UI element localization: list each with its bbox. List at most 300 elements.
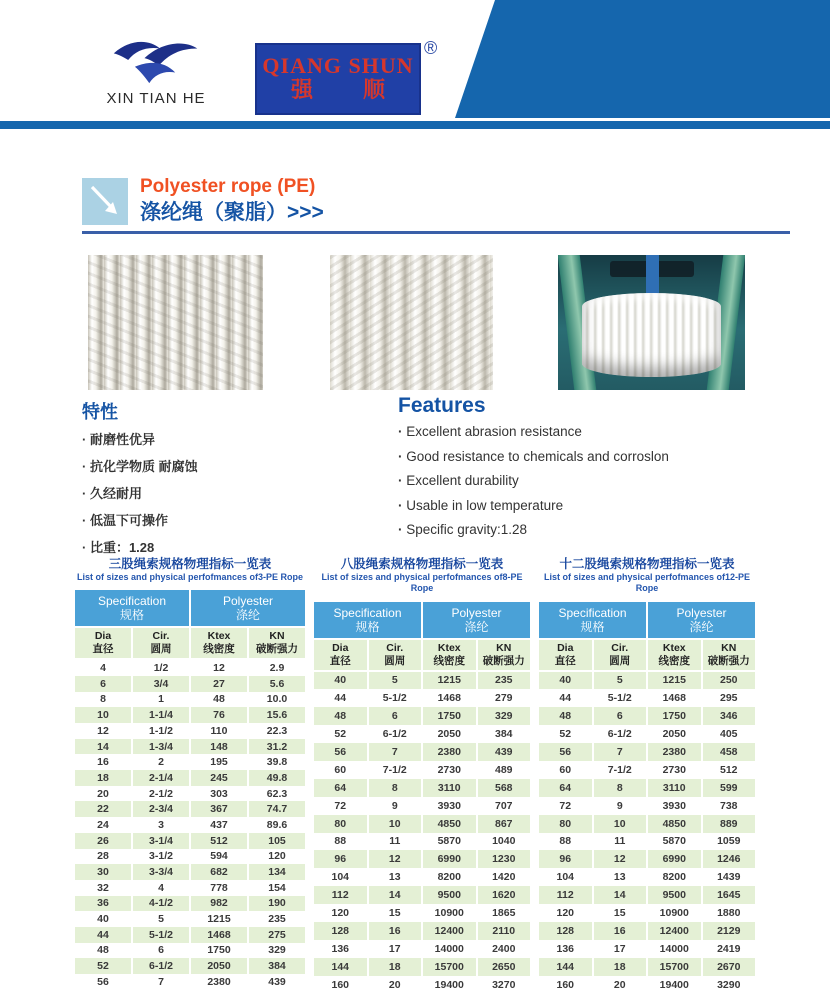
table-cell: 40: [539, 672, 592, 690]
table-cell: 27: [191, 676, 247, 692]
table-cell: 11: [369, 833, 422, 851]
table-row: [539, 976, 755, 994]
table-cell: 80: [314, 815, 367, 833]
table-cell: 10.0: [249, 692, 305, 708]
features-cn: [82, 398, 372, 559]
table-cell: 6990: [648, 850, 701, 868]
table-cell: 24: [75, 817, 131, 833]
table-row: [314, 707, 530, 725]
table-cell: 458: [703, 743, 756, 761]
table-cell: 2: [133, 754, 189, 770]
features-title-en: Features: [398, 394, 486, 417]
feature-item: · 抗化学物质 耐腐蚀: [82, 455, 372, 478]
table-title-cn: 十二股绳索规格物理指标一览表: [559, 557, 735, 571]
table-cell: 31.2: [249, 739, 305, 755]
table-cell: 1: [133, 692, 189, 708]
table-cell: 16: [594, 922, 647, 940]
table-row: [75, 864, 305, 880]
table-row: [314, 743, 530, 761]
table-row: [75, 660, 305, 676]
table-cell: 982: [191, 896, 247, 912]
table-row: [75, 723, 305, 739]
table-cell: 9500: [648, 886, 701, 904]
table-row: [539, 689, 755, 707]
table-cell: 1645: [703, 886, 756, 904]
table-cell: 8: [369, 779, 422, 797]
table-cell: 5870: [423, 833, 476, 851]
features-title-cn: 特性: [82, 402, 118, 422]
table-row: [314, 797, 530, 815]
table-cell: 12: [594, 850, 647, 868]
table-column-header: [75, 628, 305, 658]
table-row: [314, 958, 530, 976]
table-cell: 1468: [191, 927, 247, 943]
table-cell: 36: [75, 896, 131, 912]
table-cell: 6990: [423, 850, 476, 868]
table-cell: 4850: [423, 815, 476, 833]
table-body: [539, 672, 755, 994]
table-cell: 17: [594, 940, 647, 958]
table-cell: 1/2: [133, 660, 189, 676]
col-label-en: KN: [496, 641, 512, 654]
table-group-header: [539, 602, 755, 638]
table-cell: 2-3/4: [133, 801, 189, 817]
table-row: [75, 943, 305, 959]
table-row: [75, 739, 305, 755]
table-row: [75, 801, 305, 817]
table-cell: 96: [314, 850, 367, 868]
table-group-header: [75, 590, 305, 626]
table-row: [314, 922, 530, 940]
table-cell: 64: [539, 779, 592, 797]
col-label-en: Dia: [332, 641, 349, 654]
table-cell: 56: [314, 743, 367, 761]
table-cell: 154: [249, 880, 305, 896]
table-cell: 7: [369, 743, 422, 761]
table-cell: 10900: [648, 904, 701, 922]
table-cell: 384: [249, 958, 305, 974]
table-cell: 3290: [703, 976, 756, 994]
diagonal-arrow-icon: [82, 178, 128, 225]
table-cell: 599: [703, 779, 756, 797]
table-cell: 190: [249, 896, 305, 912]
group-polyester: [423, 602, 530, 638]
table-cell: 52: [539, 725, 592, 743]
table-cell: 136: [314, 940, 367, 958]
table-cell: 16: [75, 754, 131, 770]
table-cell: 9500: [423, 886, 476, 904]
table-cell: 2050: [423, 725, 476, 743]
table-title-en: List of sizes and physical perfofmances of8-PE Rope: [321, 572, 523, 594]
table-cell: 1439: [703, 868, 756, 886]
table-row: [539, 833, 755, 851]
table-cell: 40: [75, 911, 131, 927]
table-cell: 160: [539, 976, 592, 994]
table-cell: 329: [478, 707, 531, 725]
brand-name-en: QIANG SHUN: [262, 53, 414, 79]
table-cell: 96: [539, 850, 592, 868]
table-cell: 1468: [423, 689, 476, 707]
table-cell: 19400: [423, 976, 476, 994]
table-cell: 2129: [703, 922, 756, 940]
col-label-cn: 圆周: [384, 654, 406, 667]
table-cell: 8200: [423, 868, 476, 886]
table-row: [539, 779, 755, 797]
table-row: [314, 904, 530, 922]
table-cell: 2-1/4: [133, 770, 189, 786]
table-cell: 512: [703, 761, 756, 779]
table-cell: 76: [191, 707, 247, 723]
table-cell: 738: [703, 797, 756, 815]
table-row: [314, 976, 530, 994]
table-row: [75, 833, 305, 849]
table-row: [75, 676, 305, 692]
col-cir: [594, 640, 647, 670]
table-row: [75, 958, 305, 974]
product-title-cn: 涤纶绳（聚脂）>>>: [140, 200, 324, 224]
table-cell: 3110: [648, 779, 701, 797]
rope-photo-3-strand: [88, 255, 263, 390]
table-cell: 17: [369, 940, 422, 958]
table-cell: 52: [314, 725, 367, 743]
table-cell: 3: [133, 817, 189, 833]
brand-badge: [255, 43, 421, 115]
table-cell: 4850: [648, 815, 701, 833]
table-cell: 144: [314, 958, 367, 976]
table-cell: 1215: [191, 911, 247, 927]
feature-item: · 低温下可操作: [82, 509, 372, 532]
table-cell: 15: [369, 904, 422, 922]
table-cell: 1880: [703, 904, 756, 922]
table-cell: 3-1/2: [133, 849, 189, 865]
col-kn: [478, 640, 531, 670]
table-cell: 2650: [478, 958, 531, 976]
table-cell: 4: [75, 660, 131, 676]
table-row: [75, 786, 305, 802]
table-row: [539, 940, 755, 958]
table-row: [539, 958, 755, 976]
feature-item: · Good resistance to chemicals and corroslon: [398, 446, 788, 468]
table-cell: 56: [75, 974, 131, 990]
table-cell: 13: [594, 868, 647, 886]
table-row: [75, 707, 305, 723]
table-cell: 5: [594, 672, 647, 690]
table-cell: 867: [478, 815, 531, 833]
table-cell: 3/4: [133, 676, 189, 692]
col-dia: [75, 628, 131, 658]
group-specification: [314, 602, 421, 638]
table-row: [75, 896, 305, 912]
rope-photo-spool-machine: [558, 255, 745, 390]
table-cell: 9: [369, 797, 422, 815]
col-label-cn: 破断强力: [482, 654, 525, 667]
table-cell: 5-1/2: [133, 927, 189, 943]
table-cell: 195: [191, 754, 247, 770]
table-cell: 2380: [648, 743, 701, 761]
brand-name-cn: 强 顺: [290, 77, 408, 103]
feature-item: · Usable in low temperature: [398, 495, 788, 517]
table-row: [539, 725, 755, 743]
table-cell: 9: [594, 797, 647, 815]
group-label-en: Polyester: [451, 605, 502, 620]
table-row: [75, 927, 305, 943]
table-cell: 3-3/4: [133, 864, 189, 880]
table-cell: 18: [75, 770, 131, 786]
table-cell: 2670: [703, 958, 756, 976]
table-row: [539, 797, 755, 815]
group-label-cn: 涤纶: [689, 619, 714, 634]
table-cell: 20: [369, 976, 422, 994]
col-label-en: Cir.: [386, 641, 404, 654]
group-label-cn: 规格: [580, 619, 605, 634]
table-cell: 1620: [478, 886, 531, 904]
table-cell: 2380: [191, 974, 247, 990]
table-cell: 12400: [423, 922, 476, 940]
table-cell: 303: [191, 786, 247, 802]
section-marker: [82, 178, 128, 225]
table-cell: 5-1/2: [594, 689, 647, 707]
table-row: [75, 911, 305, 927]
table-cell: 2400: [478, 940, 531, 958]
table-cell: 74.7: [249, 801, 305, 817]
table-cell: 235: [478, 672, 531, 690]
col-label-en: Cir.: [611, 641, 629, 654]
table-row: [314, 833, 530, 851]
table-cell: 22: [75, 801, 131, 817]
table-cell: 128: [314, 922, 367, 940]
table-cell: 26: [75, 833, 131, 849]
table-cell: 14: [369, 886, 422, 904]
group-label-en: Polyester: [222, 594, 274, 609]
table-cell: 1215: [648, 672, 701, 690]
table-cell: 120: [249, 849, 305, 865]
table-cell: 6-1/2: [133, 958, 189, 974]
table-row: [314, 886, 530, 904]
table-cell: 5-1/2: [369, 689, 422, 707]
table-cell: 707: [478, 797, 531, 815]
table-cell: 1-1/4: [133, 707, 189, 723]
col-label-en: Ktex: [662, 641, 686, 654]
col-label-cn: 圆周: [150, 643, 172, 656]
table-row: [539, 904, 755, 922]
product-title-en: Polyester rope (PE): [140, 176, 316, 197]
col-label-en: KN: [721, 641, 737, 654]
table-cell: 6-1/2: [594, 725, 647, 743]
table-title-en: List of sizes and physical perfofmances of12-PE Rope: [543, 572, 751, 594]
table-cell: 250: [703, 672, 756, 690]
table-cell: 329: [249, 943, 305, 959]
table-cell: 110: [191, 723, 247, 739]
table-cell: 3110: [423, 779, 476, 797]
table-cell: 3270: [478, 976, 531, 994]
table-cell: 8: [75, 692, 131, 708]
table-cell: 2730: [648, 761, 701, 779]
table-row: [75, 880, 305, 896]
table-row: [75, 817, 305, 833]
table-cell: 80: [539, 815, 592, 833]
table-group-header: [314, 602, 530, 638]
table-cell: 44: [314, 689, 367, 707]
table-cell: 6: [369, 707, 422, 725]
table-body: [75, 660, 305, 989]
table-cell: 15700: [423, 958, 476, 976]
group-label-en: Specification: [97, 594, 167, 609]
table-cell: 15: [594, 904, 647, 922]
table-row: [75, 692, 305, 708]
col-cir: [369, 640, 422, 670]
table-cell: 49.8: [249, 770, 305, 786]
table-cell: 1059: [703, 833, 756, 851]
col-kn: [249, 628, 305, 658]
table-cell: 7-1/2: [594, 761, 647, 779]
table-cell: 88: [539, 833, 592, 851]
table-cell: 60: [539, 761, 592, 779]
table-cell: 1420: [478, 868, 531, 886]
table-cell: 2419: [703, 940, 756, 958]
feature-item: · 耐磨性优异: [82, 428, 372, 451]
table-cell: 1-1/2: [133, 723, 189, 739]
feature-item: · Excellent abrasion resistance: [398, 421, 788, 443]
table-cell: 1750: [423, 707, 476, 725]
table-cell: 2.9: [249, 660, 305, 676]
table-cell: 489: [478, 761, 531, 779]
header-bar: [0, 121, 830, 129]
table-cell: 2-1/2: [133, 786, 189, 802]
table-cell: 48: [314, 707, 367, 725]
table-cell: 889: [703, 815, 756, 833]
table-cell: 20: [75, 786, 131, 802]
col-label-cn: 圆周: [609, 654, 631, 667]
table-cell: 235: [249, 911, 305, 927]
table-cell: 2050: [191, 958, 247, 974]
table-cell: 10900: [423, 904, 476, 922]
table-cell: 30: [75, 864, 131, 880]
table-cell: 144: [539, 958, 592, 976]
table-title-cn: 三股绳索规格物理指标一览表: [108, 557, 272, 571]
table-cell: 136: [539, 940, 592, 958]
group-polyester: [191, 590, 305, 626]
table-title-cn: 八股绳索规格物理指标一览表: [340, 557, 504, 571]
spec-table-12pe: [539, 557, 755, 994]
table-cell: 439: [249, 974, 305, 990]
features-en: [398, 394, 788, 541]
group-label-en: Specification: [333, 605, 402, 620]
table-cell: 72: [539, 797, 592, 815]
table-cell: 1246: [703, 850, 756, 868]
table-cell: 10: [594, 815, 647, 833]
table-cell: 112: [539, 886, 592, 904]
table-cell: 15700: [648, 958, 701, 976]
table-row: [314, 868, 530, 886]
table-cell: 160: [314, 976, 367, 994]
table-cell: 32: [75, 880, 131, 896]
table-row: [539, 815, 755, 833]
table-cell: 346: [703, 707, 756, 725]
table-row: [314, 689, 530, 707]
table-row: [539, 672, 755, 690]
table-cell: 1230: [478, 850, 531, 868]
col-ktex: [423, 640, 476, 670]
logo-company-name: XIN TIAN HE: [106, 90, 206, 107]
table-cell: 778: [191, 880, 247, 896]
table-cell: 6: [133, 943, 189, 959]
table-cell: 384: [478, 725, 531, 743]
table-cell: 112: [314, 886, 367, 904]
table-row: [539, 868, 755, 886]
col-label-en: Cir.: [152, 630, 170, 643]
table-cell: 245: [191, 770, 247, 786]
table-cell: 1865: [478, 904, 531, 922]
table-cell: 6: [594, 707, 647, 725]
table-cell: 44: [75, 927, 131, 943]
table-cell: 104: [539, 868, 592, 886]
table-cell: 437: [191, 817, 247, 833]
col-label-cn: 破断强力: [256, 643, 298, 656]
table-row: [539, 707, 755, 725]
col-label-cn: 破断强力: [707, 654, 750, 667]
col-label-en: Dia: [557, 641, 574, 654]
table-cell: 60: [314, 761, 367, 779]
feature-item: · 久经耐用: [82, 482, 372, 505]
table-cell: 5: [133, 911, 189, 927]
table-cell: 4-1/2: [133, 896, 189, 912]
table-cell: 6: [75, 676, 131, 692]
table-cell: 134: [249, 864, 305, 880]
table-cell: 1750: [191, 943, 247, 959]
group-label-cn: 涤纶: [464, 619, 489, 634]
table-cell: 56: [539, 743, 592, 761]
table-cell: 5870: [648, 833, 701, 851]
col-label-en: Dia: [94, 630, 112, 643]
table-cell: 1-3/4: [133, 739, 189, 755]
table-cell: 279: [478, 689, 531, 707]
table-cell: 48: [75, 943, 131, 959]
table-cell: 62.3: [249, 786, 305, 802]
table-cell: 128: [539, 922, 592, 940]
spec-table-8pe: [314, 557, 530, 994]
table-row: [314, 940, 530, 958]
table-cell: 512: [191, 833, 247, 849]
table-cell: 2110: [478, 922, 531, 940]
table-cell: 20: [594, 976, 647, 994]
table-cell: 439: [478, 743, 531, 761]
table-cell: 89.6: [249, 817, 305, 833]
table-row: [314, 725, 530, 743]
table-cell: 28: [75, 849, 131, 865]
feature-item: · 比重：1.28: [82, 536, 372, 559]
table-cell: 120: [314, 904, 367, 922]
table-row: [314, 761, 530, 779]
rope-photo-8-strand: [330, 255, 493, 390]
table-cell: 1750: [648, 707, 701, 725]
table-row: [314, 672, 530, 690]
table-cell: 14: [594, 886, 647, 904]
table-column-header: [314, 640, 530, 670]
table-row: [539, 761, 755, 779]
group-polyester: [648, 602, 755, 638]
table-cell: 48: [539, 707, 592, 725]
table-cell: 2730: [423, 761, 476, 779]
table-row: [75, 974, 305, 990]
table-cell: 6-1/2: [369, 725, 422, 743]
rope-spool: [582, 293, 721, 377]
table-cell: 3930: [648, 797, 701, 815]
table-cell: 40: [314, 672, 367, 690]
table-cell: 5: [369, 672, 422, 690]
table-row: [314, 779, 530, 797]
company-logo: [96, 34, 216, 107]
registered-trademark-symbol: ®: [424, 38, 438, 58]
